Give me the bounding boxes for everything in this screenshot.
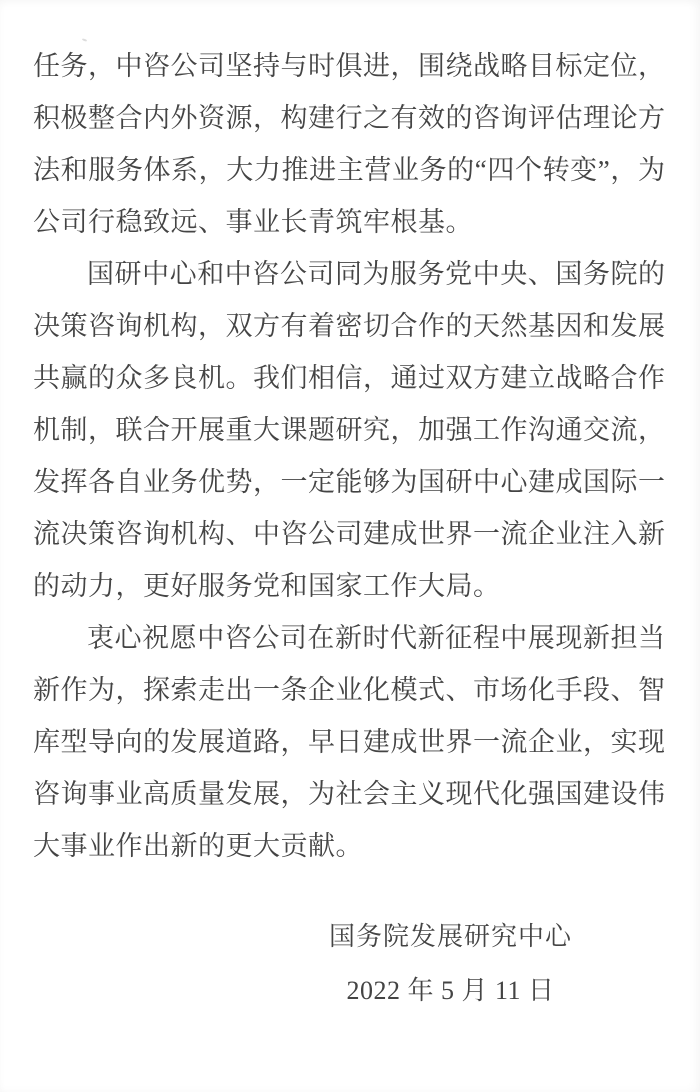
text-line: 新作为，探索走出一条企业化模式、市场化手段、智 [33, 675, 665, 705]
text-line: 积极整合内外资源，构建行之有效的咨询评估理论方 [33, 103, 665, 133]
signature-organization: 国务院发展研究中心 [328, 922, 572, 951]
signature-date: 2022 年 5 月 11 日 [346, 976, 555, 1005]
text-line: 共赢的众多良机。我们相信，通过双方建立战略合作 [33, 363, 665, 393]
signature-inner [329, 910, 572, 1018]
text-line: 大事业作出新的更大贡献。 [33, 831, 363, 861]
letter-body [33, 40, 665, 872]
text-line: 的动力，更好服务党和国家工作大局。 [33, 571, 501, 601]
text-line: 公司行稳致远、事业长青筑牢根基。 [33, 207, 473, 237]
text-line: 法和服务体系，大力推进主营业务的“四个转变”，为 [33, 155, 665, 185]
text-line: 库型导向的发展道路，早日建成世界一流企业，实现 [33, 727, 665, 757]
text-line: 发挥各自业务优势，一定能够为国研中心建成国际一 [33, 467, 665, 497]
signature-block [0, 910, 700, 1018]
text-line: 衷心祝愿中咨公司在新时代新征程中展现新担当 [87, 623, 665, 653]
text-line: 国研中心和中咨公司同为服务党中央、国务院的 [87, 259, 665, 289]
text-line: 机制，联合开展重大课题研究，加强工作沟通交流， [33, 415, 665, 445]
text-line: 咨询事业高质量发展，为社会主义现代化强国建设伟 [33, 779, 665, 809]
text-line: 决策咨询机构，双方有着密切合作的天然基因和发展 [33, 311, 665, 341]
text-line: 流决策咨询机构、中咨公司建成世界一流企业注入新 [33, 519, 665, 549]
text-line: 任务，中咨公司坚持与时俱进，围绕战略目标定位， [33, 51, 665, 81]
